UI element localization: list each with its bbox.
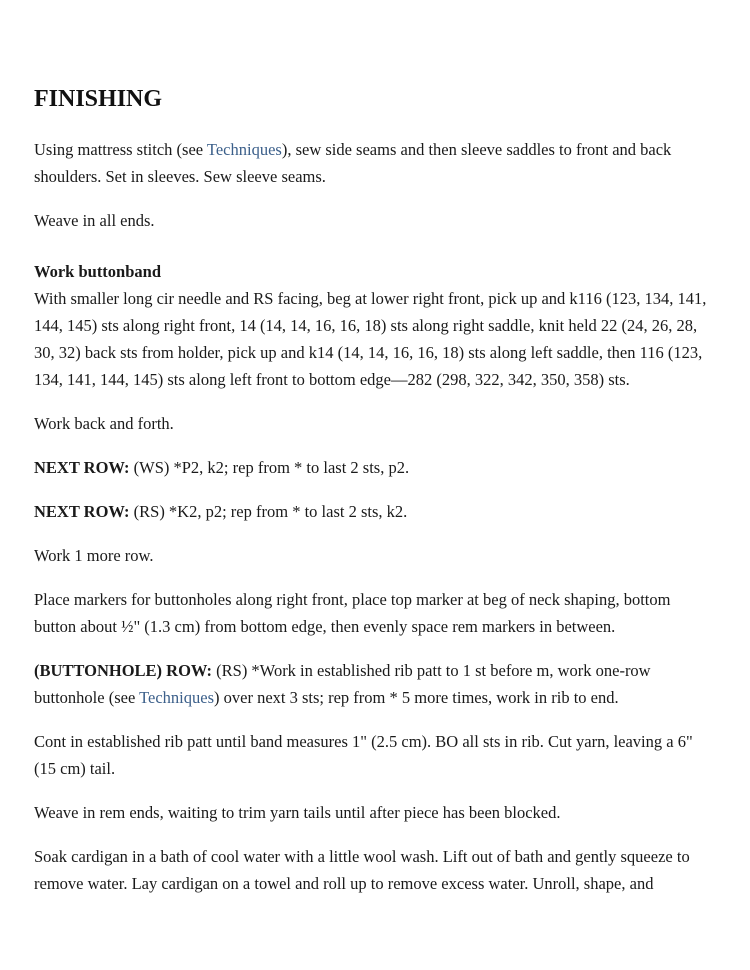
paragraph-work-more: Work 1 more row. xyxy=(34,546,154,565)
document-page xyxy=(34,84,714,897)
next-row-ws-label: NEXT ROW: xyxy=(34,458,130,477)
buttonhole-row-label: (BUTTONHOLE) ROW: xyxy=(34,661,213,680)
paragraph-markers: Place markers for buttonholes along right front, place top marker at beg of neck shaping, bottom button about ½" (1.3 cm) from bottom edge, then evenly space rem markers in between. xyxy=(34,590,671,636)
paragraph-weave-ends: Weave in all ends. xyxy=(34,211,155,230)
paragraph-soak: Soak cardigan in a bath of cool water with a little wool wash. Lift out of bath and gently squeeze to remove water. Lay cardigan on a towel and roll up to remove excess water. Unroll, shape, and xyxy=(34,847,690,893)
paragraph-seaming xyxy=(34,136,714,190)
paragraph-buttonband xyxy=(34,258,714,393)
next-row-ws-text: (WS) *P2, k2; rep from * to last 2 sts, p2. xyxy=(129,458,410,477)
buttonhole-text-after: ) over next 3 sts; rep from * 5 more times, work in rib to end. xyxy=(214,688,619,707)
next-row-rs-label: NEXT ROW: xyxy=(34,502,130,521)
section-heading: FINISHING xyxy=(34,86,163,112)
techniques-link-2[interactable]: Techniques xyxy=(139,688,214,707)
paragraph-weave-rem: Weave in rem ends, waiting to trim yarn tails until after piece has been blocked. xyxy=(34,803,561,822)
techniques-link[interactable]: Techniques xyxy=(206,140,282,159)
next-row-rs-text: (RS) *K2, p2; rep from * to last 2 sts, k2. xyxy=(129,502,408,521)
paragraph-buttonhole-row xyxy=(34,657,714,711)
buttonband-heading: Work buttonband xyxy=(34,262,162,281)
paragraph-continue: Cont in established rib patt until band measures 1" (2.5 cm). BO all sts in rib. Cut yarn, leaving a 6" (15 cm) tail. xyxy=(34,732,693,778)
buttonhole-text-before: (RS) *Work in established rib patt to 1 st before m, work one-row buttonhole (see xyxy=(34,661,651,707)
paragraph-next-row-rs xyxy=(34,498,714,525)
buttonband-text: With smaller long cir needle and RS facing, beg at lower right front, pick up and k116 (123, 134, 141, 144, 145) sts along right front, 14 (14, 14, 16, 16, 18) sts along right saddle, knit held 22 (24, 26, 28, 30, 32) back sts from holder, pick up and k14 (14, 14, 16, 16, 18) sts along left saddle, then 116 (123, 134, 141, 144, 145) sts along left front to bottom edge—282 (298, 322, 342, 350, 358) sts. xyxy=(34,289,707,389)
seaming-text-after: ), sew side seams and then sleeve saddles to front and back shoulders. Set in sleeves. Sew sleeve seams. xyxy=(34,140,672,186)
paragraph-work-back: Work back and forth. xyxy=(34,414,174,433)
paragraph-next-row-ws xyxy=(34,454,714,481)
seaming-text-before: Using mattress stitch (see xyxy=(34,140,207,159)
